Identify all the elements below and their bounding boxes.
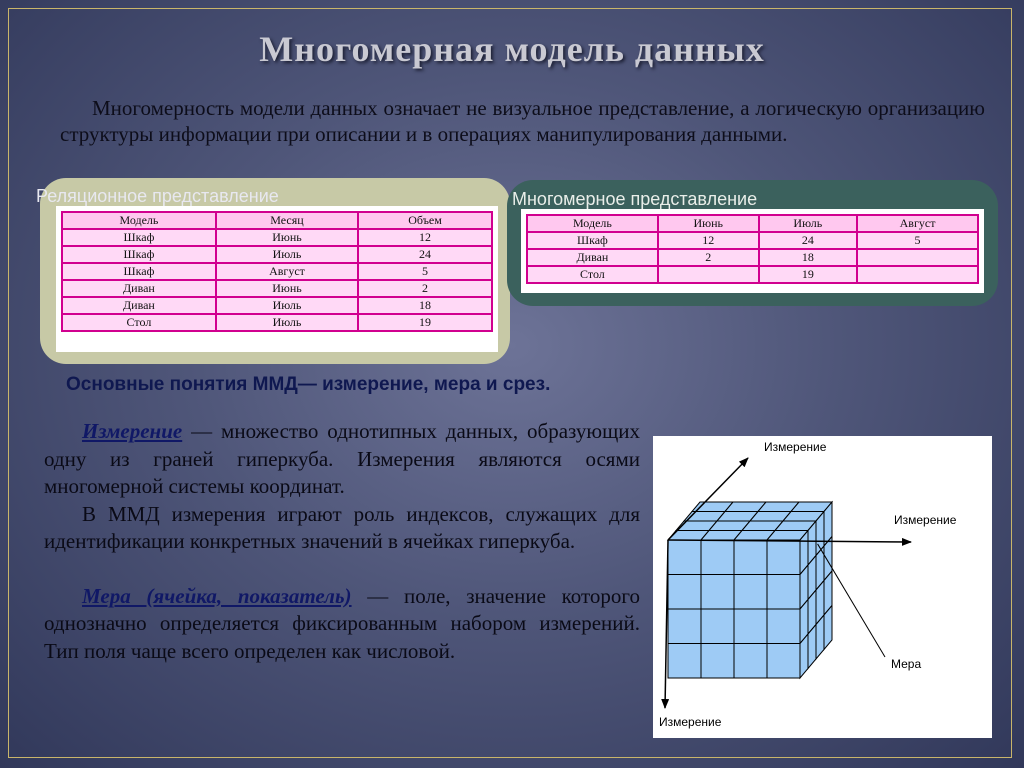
dimension-definition xyxy=(44,418,640,501)
cube-front-cell xyxy=(767,609,800,644)
multidimensional-table-header-cell: Август xyxy=(857,215,978,232)
axis-label-right: Измерение xyxy=(894,513,957,527)
cube-front-cell xyxy=(701,540,734,575)
relational-table-cell: 2 xyxy=(358,280,492,297)
cube-front-cell xyxy=(701,644,734,679)
hypercube-svg xyxy=(653,436,992,738)
relational-table-cell: Июль xyxy=(216,246,358,263)
relational-table-header-cell: Модель xyxy=(62,212,216,229)
relational-table-cell: 5 xyxy=(358,263,492,280)
multidimensional-table-cell: 12 xyxy=(658,232,759,249)
intro-paragraph: Многомерность модели данных означает не визуальное представление, а логическую организацию структуры информации при описании и в операциях манипулирования данными. xyxy=(60,96,985,146)
slide-title: Многомерная модель данных xyxy=(259,29,765,69)
multidimensional-table-cell: 5 xyxy=(857,232,978,249)
relational-table-cell: Июнь xyxy=(216,229,358,246)
relational-table-row xyxy=(62,263,492,280)
relational-table-cell: Диван xyxy=(62,297,216,314)
multidimensional-table-cell: 2 xyxy=(658,249,759,266)
relational-table-row xyxy=(62,297,492,314)
relational-table-cell: Август xyxy=(216,263,358,280)
multidimensional-table xyxy=(526,214,979,284)
measure-label: Мера xyxy=(891,657,922,671)
multidimensional-table-cell: Диван xyxy=(527,249,658,266)
axis-label-bottom: Измерение xyxy=(659,715,722,729)
cube-front-cell xyxy=(734,644,767,679)
relational-table-cell: 12 xyxy=(358,229,492,246)
relational-table-header-cell: Объем xyxy=(358,212,492,229)
relational-table-cell: Шкаф xyxy=(62,246,216,263)
measure-term: Мера (ячейка, показатель) xyxy=(82,583,352,608)
relational-table-row xyxy=(62,314,492,331)
multidimensional-table-header-cell: Июнь xyxy=(658,215,759,232)
hypercube xyxy=(668,502,832,678)
relational-table-cell: 24 xyxy=(358,246,492,263)
multidimensional-table-header-cell: Модель xyxy=(527,215,658,232)
multidimensional-table-box xyxy=(521,209,984,293)
relational-table-row xyxy=(62,246,492,263)
multidimensional-table-cell: 24 xyxy=(759,232,857,249)
relational-table-row xyxy=(62,280,492,297)
relational-label: Реляционное представление xyxy=(36,186,279,206)
multidimensional-table-row xyxy=(527,266,978,283)
multidimensional-table-cell: Шкаф xyxy=(527,232,658,249)
relational-table-row xyxy=(62,229,492,246)
relational-table-cell: Стол xyxy=(62,314,216,331)
relational-table-cell: Июль xyxy=(216,297,358,314)
multidimensional-table-cell: 19 xyxy=(759,266,857,283)
multidimensional-table-cell: Стол xyxy=(527,266,658,283)
cube-front-cell xyxy=(701,609,734,644)
concepts-subheading: Основные понятия ММД— измерение, мера и срез. xyxy=(66,374,551,395)
cube-front-cell xyxy=(668,540,701,575)
definitions-text xyxy=(44,418,640,665)
cube-front-cell xyxy=(767,540,800,575)
multidimensional-table-cell xyxy=(857,249,978,266)
relational-table-header-cell: Месяц xyxy=(216,212,358,229)
relational-table-cell: 19 xyxy=(358,314,492,331)
relational-table-cell: Шкаф xyxy=(62,263,216,280)
cube-front-cell xyxy=(767,644,800,679)
cube-front-cell xyxy=(701,575,734,610)
multidimensional-label: Многомерное представление xyxy=(512,189,758,209)
cube-front-cell xyxy=(767,575,800,610)
axis-label-top: Измерение xyxy=(764,440,827,454)
dimension-role-text: В ММД измерения играют роль индексов, служащих для идентификации конкретных значений в ячейках гиперкуба. xyxy=(44,501,640,553)
relational-table-cell: Июль xyxy=(216,314,358,331)
cube-front-cell xyxy=(734,609,767,644)
cube-front-cell xyxy=(734,575,767,610)
dimension-text: — множество однотипных данных, образующих одну из граней гиперкуба. Измерения являются осями многомерной системы координат. xyxy=(44,419,640,498)
multidimensional-table-cell xyxy=(658,266,759,283)
cube-front-cell xyxy=(734,540,767,575)
multidimensional-table-cell: 18 xyxy=(759,249,857,266)
hypercube-diagram xyxy=(653,436,992,738)
relational-table-box xyxy=(56,206,498,352)
relational-table-cell: Шкаф xyxy=(62,229,216,246)
relational-table-cell: Диван xyxy=(62,280,216,297)
cube-front-cell xyxy=(668,609,701,644)
relational-table xyxy=(61,211,493,332)
multidimensional-table-row xyxy=(527,232,978,249)
relational-table-cell: 18 xyxy=(358,297,492,314)
multidimensional-table-header-cell: Июль xyxy=(759,215,857,232)
relational-table-cell: Июнь xyxy=(216,280,358,297)
measure-text: — поле, значение которого однозначно определяется фиксированным набором измерений. Тип поля чаще всего определен как числовой. xyxy=(44,583,640,663)
cube-front-cell xyxy=(668,644,701,679)
dimension-term: Измерение xyxy=(82,419,183,443)
multidimensional-table-row xyxy=(527,249,978,266)
relational-table-header-row xyxy=(62,212,492,229)
multidimensional-table-header-row xyxy=(527,215,978,232)
multidimensional-table-cell xyxy=(857,266,978,283)
measure-definition xyxy=(44,583,640,666)
cube-front-cell xyxy=(668,575,701,610)
